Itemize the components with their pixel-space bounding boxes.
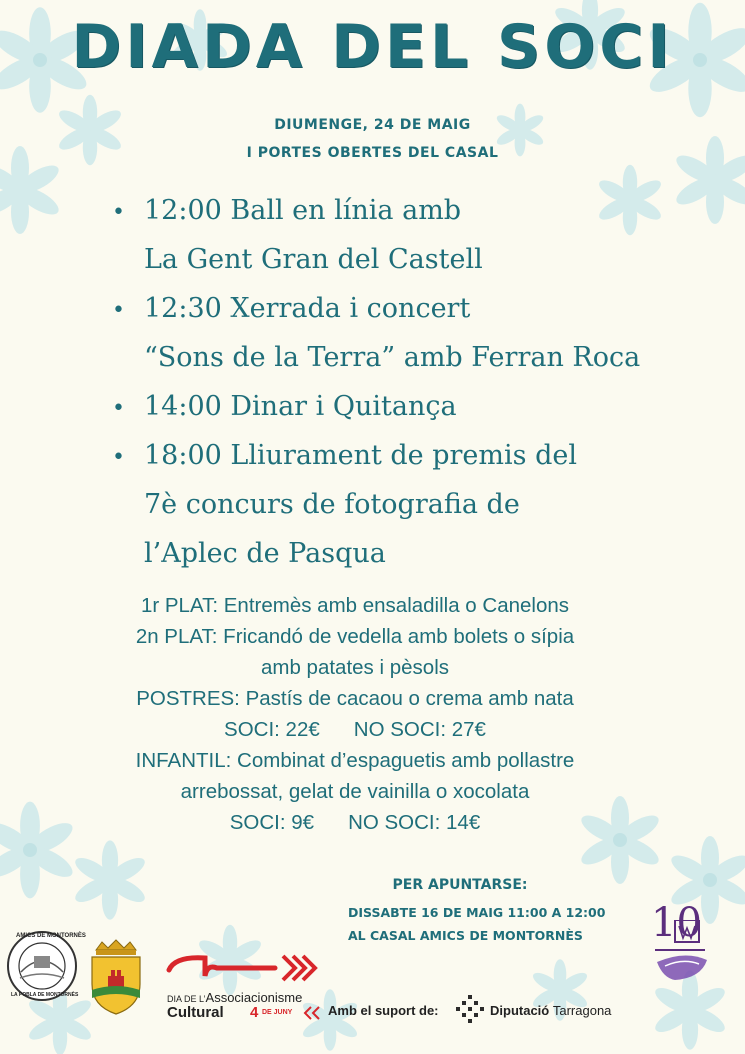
menu-first-course: 1r PLAT: Entremès amb ensaladilla o Canelons bbox=[140, 594, 570, 617]
registration-info bbox=[330, 872, 630, 949]
schedule-item: • 18:00 Lliurament de premis del bbox=[112, 431, 732, 480]
menu-dessert: POSTRES: Pastís de cacaou o crema amb nata bbox=[136, 687, 574, 710]
diamond-icon bbox=[455, 994, 485, 1024]
registration-date: DISSABTE 16 DE MAIG 11:00 A 12:00 bbox=[348, 905, 606, 920]
menu-second-course-cont: amb patates i pèsols bbox=[260, 656, 450, 679]
menu-kids-cont: arrebossat, gelat de vainilla o xocolata bbox=[180, 780, 530, 803]
kids-price-non-member: NO SOCI: 14€ bbox=[348, 811, 481, 834]
bullet-icon: • bbox=[112, 396, 125, 421]
bullet-icon: • bbox=[112, 445, 125, 470]
menu-section bbox=[0, 590, 710, 838]
menu-kids: INFANTIL: Combinat d’espaguetis amb pollastre bbox=[135, 749, 575, 772]
schedule-item-cont: “Sons de la Terra” amb Ferran Roca bbox=[144, 342, 641, 373]
schedule-item: • 12:30 Xerrada i concert bbox=[112, 284, 732, 333]
bullet-icon: • bbox=[112, 200, 125, 225]
dia-associacionisme-logo: DIA DE L’Associacionisme Cultural 4 DE JUNY bbox=[165, 948, 325, 1028]
registration-heading: PER APUNTARSE: bbox=[392, 877, 528, 893]
schedule-item: • 14:00 Dinar i Quitança bbox=[112, 382, 732, 431]
chevron-icon bbox=[303, 1006, 323, 1020]
price-member: SOCI: 22€ bbox=[224, 718, 320, 741]
support-label: Amb el suport de: bbox=[328, 1003, 439, 1018]
ten-years-logo: 10 bbox=[645, 900, 715, 1015]
schedule-item: • 12:00 Ball en línia amb bbox=[112, 186, 732, 235]
registration-place: AL CASAL AMICS DE MONTORNÈS bbox=[348, 928, 583, 943]
kids-price-member: SOCI: 9€ bbox=[229, 811, 315, 834]
schedule-item-cont: l’Aplec de Pasqua bbox=[144, 538, 386, 569]
schedule-list bbox=[112, 186, 732, 578]
menu-prices bbox=[0, 714, 710, 745]
coat-of-arms-logo bbox=[82, 938, 150, 1016]
price-non-member: NO SOCI: 27€ bbox=[353, 718, 486, 741]
event-date: DIUMENGE, 24 DE MAIG bbox=[274, 117, 471, 133]
schedule-item-cont: La Gent Gran del Castell bbox=[144, 244, 483, 275]
menu-kids-prices bbox=[0, 807, 710, 838]
bullet-icon: • bbox=[112, 298, 125, 323]
menu-second-course: 2n PLAT: Fricandó de vedella amb bolets o sípia bbox=[135, 625, 575, 648]
diputacio-tarragona-logo: Diputació Tarragona bbox=[455, 990, 625, 1030]
amics-montornes-logo: AMICS DE MONTORNÈS LA POBLA DE MONTORNÈS bbox=[6, 930, 78, 1002]
schedule-item-cont: 7è concurs de fotografia de bbox=[144, 489, 520, 520]
event-subtitle: I PORTES OBERTES DEL CASAL bbox=[246, 145, 499, 161]
page-title: DIADA DEL SOCI bbox=[71, 12, 674, 82]
